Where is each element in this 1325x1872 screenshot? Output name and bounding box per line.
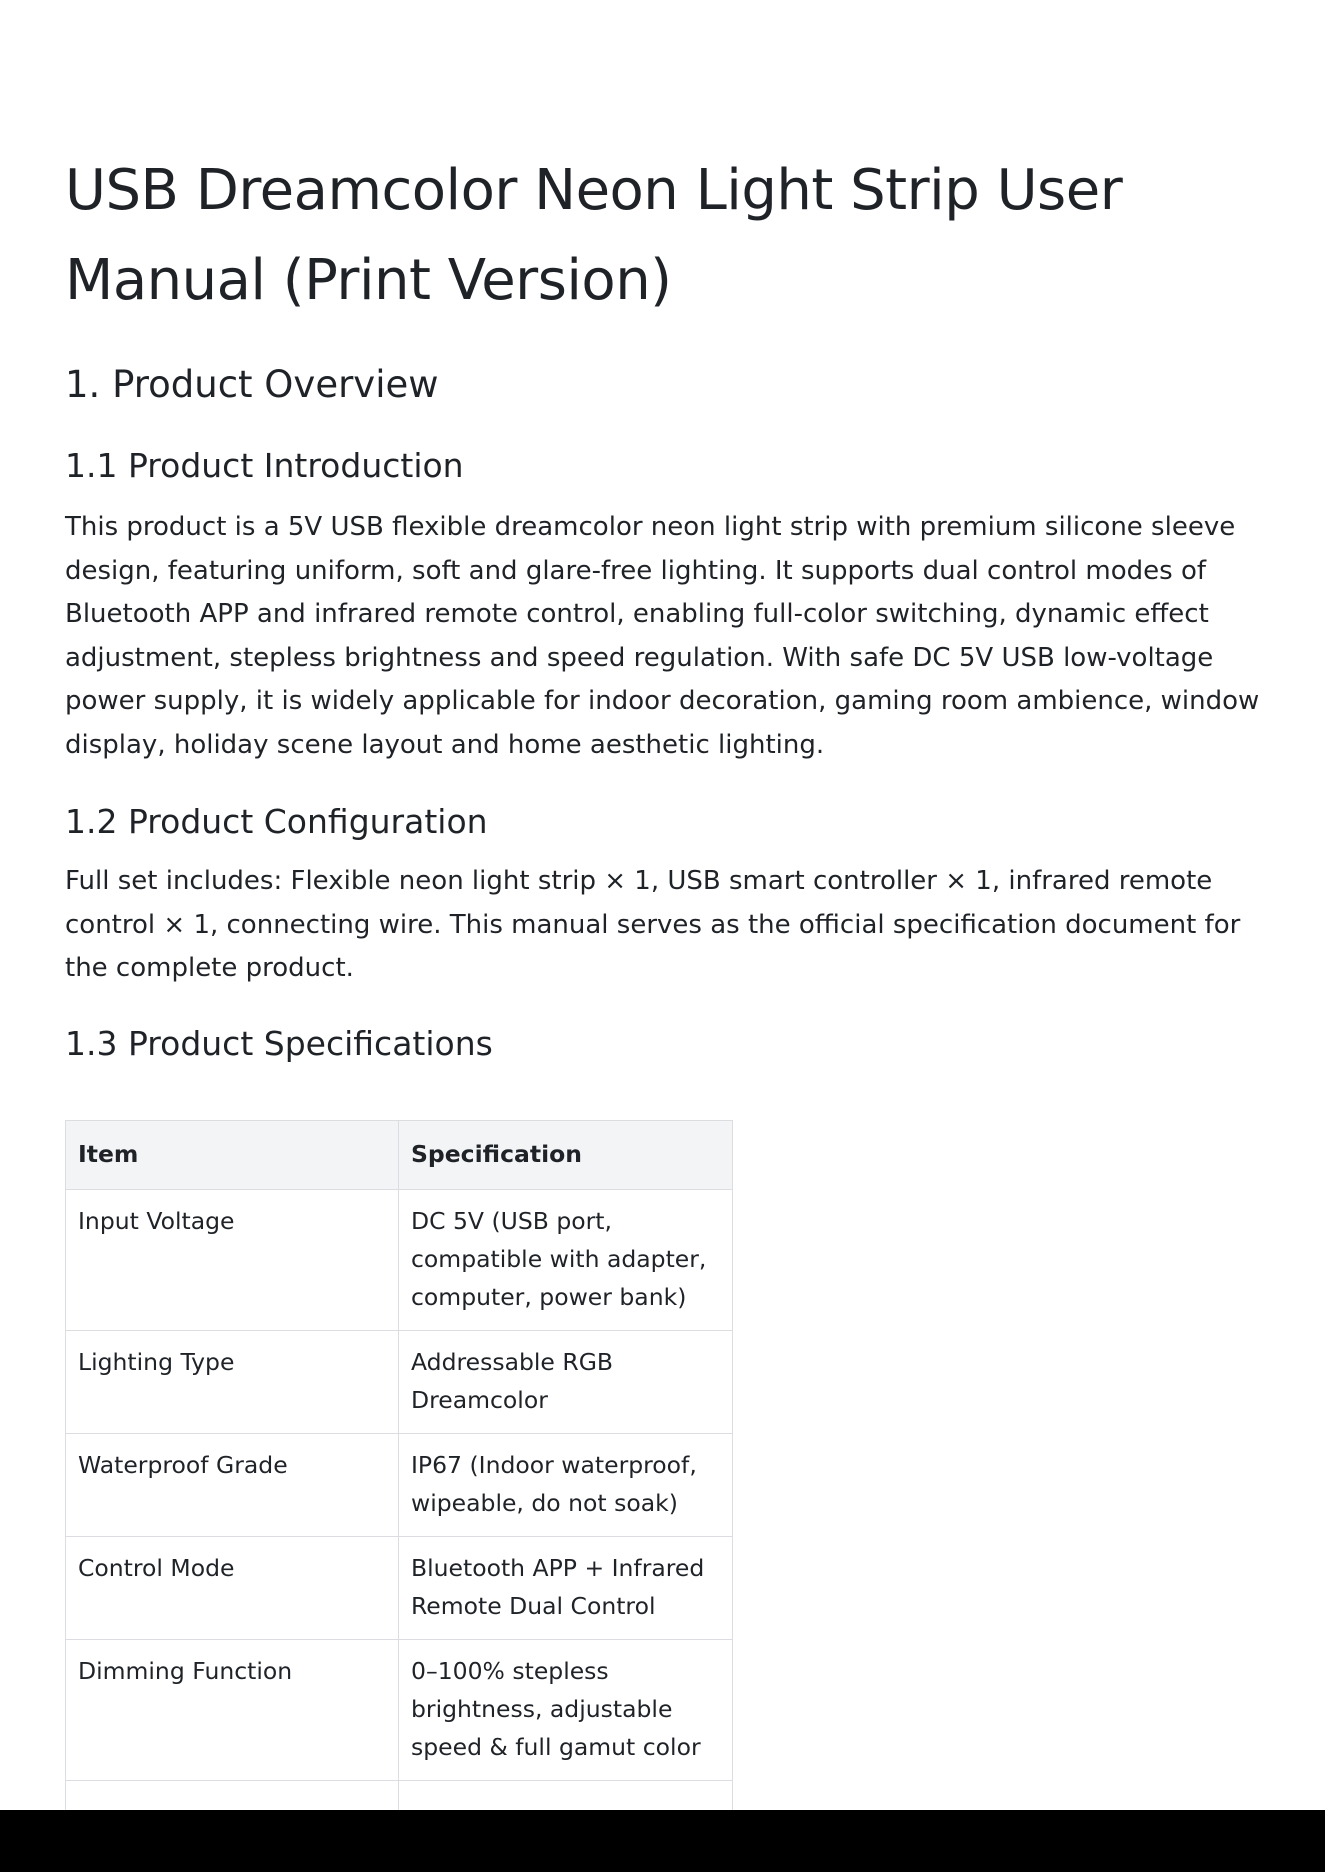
column-header-specification: Specification bbox=[399, 1121, 733, 1190]
table-cell-specification: Addressable RGB Dreamcolor bbox=[399, 1331, 733, 1434]
product-introduction-paragraph: This product is a 5V USB flexible dreamcolor neon light strip with premium silicone sleeve design, featuring uniform, soft and glare-free lighting. It supports dual control modes of Bluetooth APP and infrared remote control, enabling full-color switching, dynamic effect adjustment, stepless brightness and speed regulation. With safe DC 5V USB low-voltage power supply, it is widely applicable for indoor decoration, gaming room ambience, window display, holiday scene layout and home aesthetic lighting. bbox=[65, 512, 1260, 760]
specifications-table-container bbox=[65, 1120, 745, 1810]
table-cell-item: Control Mode bbox=[66, 1537, 399, 1640]
column-header-item: Item bbox=[66, 1121, 399, 1190]
subsection-heading-product-introduction: 1.1 Product Introduction bbox=[65, 446, 464, 485]
subsection-heading-product-specifications: 1.3 Product Specifications bbox=[65, 1024, 493, 1063]
bottom-edge-bar bbox=[0, 1810, 1325, 1872]
section-heading-product-overview: 1. Product Overview bbox=[65, 363, 439, 406]
table-cell-specification: DC 5V (USB port, compatible with adapter, computer, power bank) bbox=[399, 1190, 733, 1331]
table-row bbox=[66, 1434, 733, 1537]
table-cell-specification: IP67 (Indoor waterproof, wipeable, do not soak) bbox=[399, 1434, 733, 1537]
table-cell-specification: Bluetooth APP + Infrared Remote Dual Control bbox=[399, 1537, 733, 1640]
table-cell-item: Dimming Function bbox=[66, 1640, 399, 1781]
subsection-heading-product-configuration: 1.2 Product Configuration bbox=[65, 802, 488, 841]
table-cell-specification bbox=[399, 1781, 733, 1811]
specifications-table bbox=[65, 1120, 733, 1810]
table-cell-item bbox=[66, 1781, 399, 1811]
table-row bbox=[66, 1190, 733, 1331]
table-cell-item: Waterproof Grade bbox=[66, 1434, 399, 1537]
document-title: USB Dreamcolor Neon Light Strip User Manual (Print Version) bbox=[65, 158, 1123, 313]
table-row bbox=[66, 1640, 733, 1781]
table-header-row bbox=[66, 1121, 733, 1190]
product-configuration-paragraph: Full set includes: Flexible neon light strip × 1, USB smart controller × 1, infrared remote control × 1, connecting wire. This manual serves as the official specification document for the complete product. bbox=[65, 866, 1241, 983]
table-row bbox=[66, 1537, 733, 1640]
table-row bbox=[66, 1781, 733, 1811]
table-cell-item: Lighting Type bbox=[66, 1331, 399, 1434]
table-cell-specification: 0–100% stepless brightness, adjustable speed & full gamut color bbox=[399, 1640, 733, 1781]
table-row bbox=[66, 1331, 733, 1434]
table-cell-item: Input Voltage bbox=[66, 1190, 399, 1331]
